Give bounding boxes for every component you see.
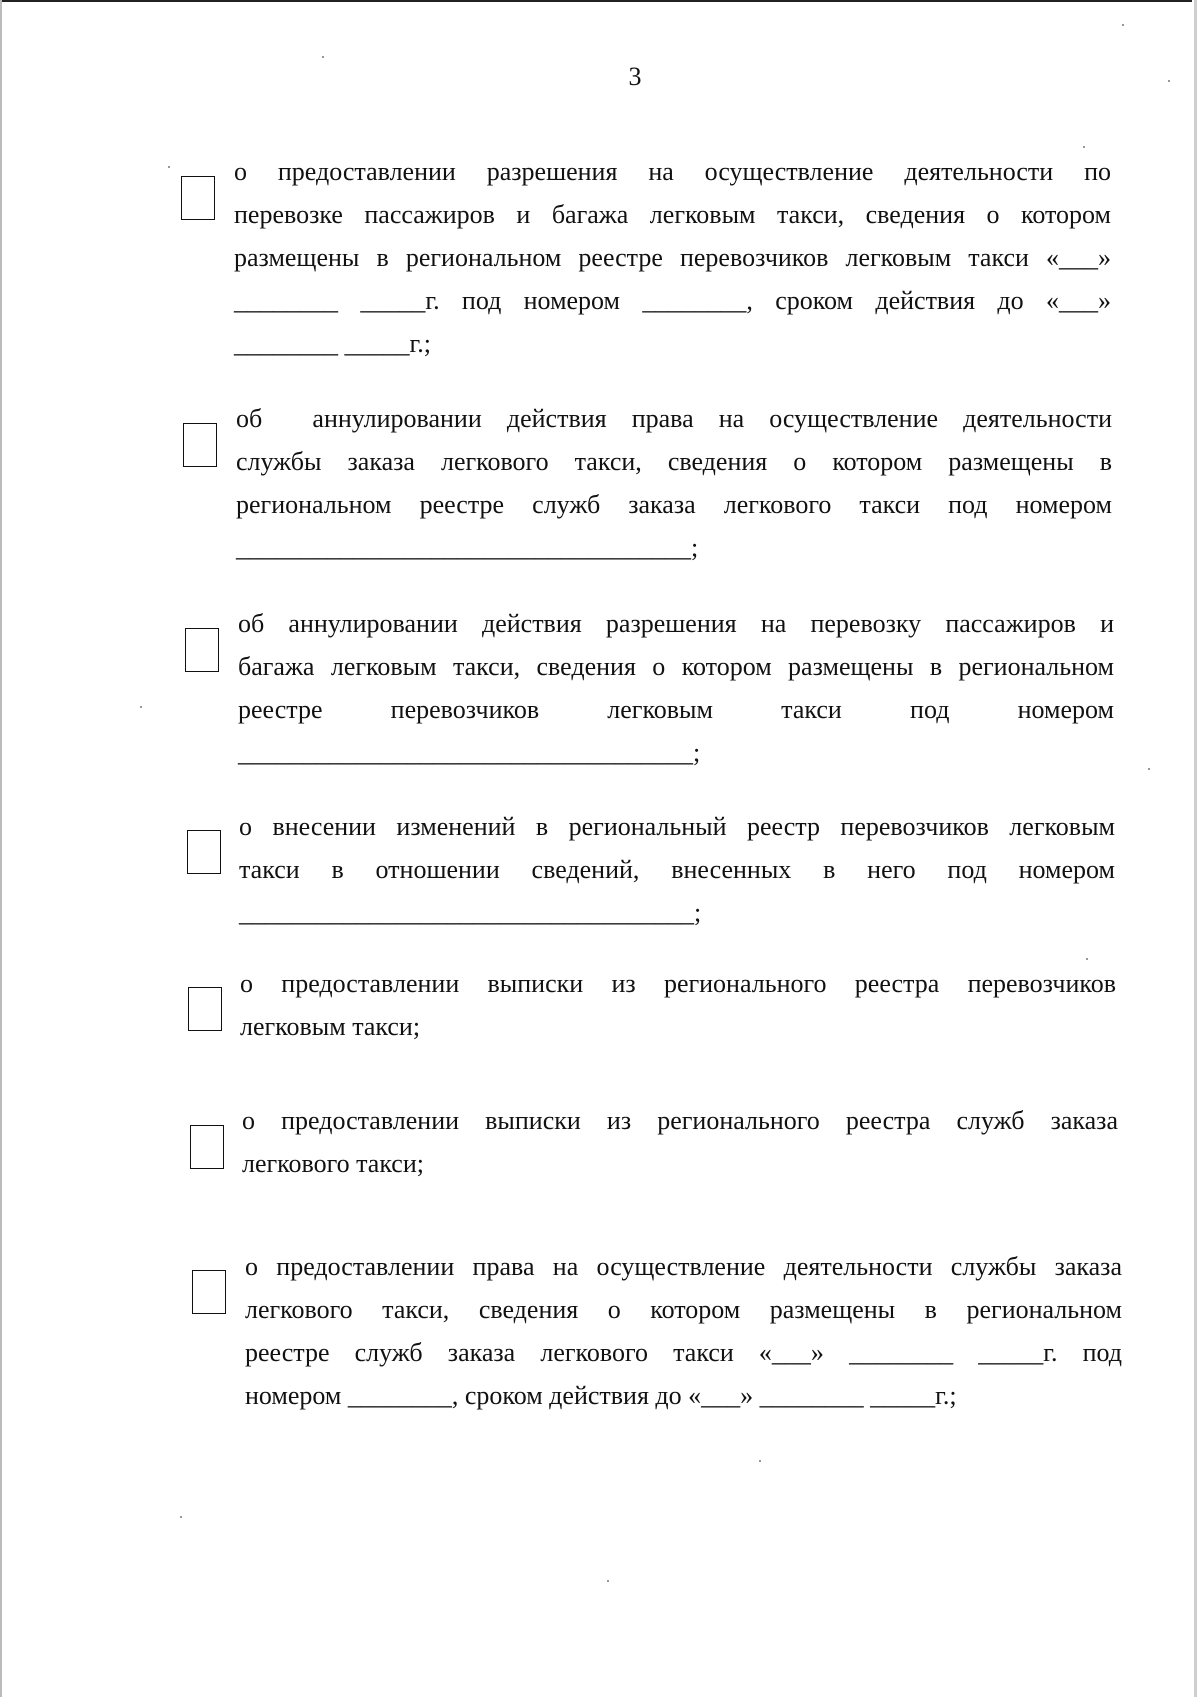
- checkbox-amend-carrier-registry[interactable]: [187, 830, 221, 874]
- item-line: реестре перевозчиков легковым такси под номером: [238, 695, 1114, 724]
- item-line: ________ _____г.;: [234, 329, 431, 358]
- scan-speck: [140, 706, 142, 708]
- item-line: службы заказа легкового такси, сведения о котором размещены в: [236, 447, 1112, 476]
- scan-speck: [1168, 80, 1170, 82]
- item-annul-dispatch-right: [236, 397, 1112, 569]
- checkbox-dispatch-registry-extract[interactable]: [190, 1125, 224, 1169]
- item-line: об аннулировании действия разрешения на перевозку пассажиров и: [238, 609, 1114, 638]
- item-amend-carrier-registry: [239, 805, 1115, 934]
- item-line: багажа легковым такси, сведения о котором размещены в региональном: [238, 652, 1114, 681]
- item-line: ___________________________________;: [236, 533, 699, 562]
- item-dispatch-right-issuance: [245, 1245, 1122, 1417]
- checkbox-dispatch-right-issuance[interactable]: [192, 1270, 226, 1314]
- item-line: о предоставлении выписки из регионального реестра служб заказа: [242, 1106, 1118, 1135]
- checkbox-annul-dispatch-right[interactable]: [183, 423, 217, 467]
- item-line: ___________________________________;: [239, 898, 702, 927]
- item-line: ___________________________________;: [238, 738, 701, 767]
- item-line: такси в отношении сведений, внесенных в него под номером: [239, 855, 1115, 884]
- scan-edge-left: [0, 0, 2, 1697]
- item-line: о предоставлении выписки из регионального реестра перевозчиков: [240, 969, 1116, 998]
- item-line: легковым такси;: [240, 1012, 421, 1041]
- scan-speck: [180, 1516, 182, 1518]
- item-line: размещены в региональном реестре перевозчиков легковым такси «___»: [234, 243, 1111, 272]
- item-line: ________ _____г. под номером ________, сроком действия до «___»: [234, 286, 1111, 315]
- item-line: о предоставлении разрешения на осуществление деятельности по: [234, 157, 1111, 186]
- item-carrier-registry-extract: [240, 962, 1116, 1048]
- item-line: легкового такси, сведения о котором размещены в региональном: [245, 1295, 1122, 1324]
- scan-speck: [1083, 146, 1085, 148]
- scan-speck: [607, 1580, 609, 1582]
- item-dispatch-registry-extract: [242, 1099, 1118, 1185]
- checkbox-permit-issuance[interactable]: [181, 176, 215, 220]
- item-permit-issuance: [234, 150, 1111, 365]
- scan-edge-top: [0, 0, 1192, 2]
- scan-speck: [1122, 24, 1124, 26]
- item-line: о внесении изменений в региональный реестр перевозчиков легковым: [239, 812, 1115, 841]
- item-line: реестре служб заказа легкового такси «___» ________ _____г. под: [245, 1338, 1122, 1367]
- scan-edge-right: [1194, 0, 1197, 1697]
- item-line: номером ________, сроком действия до «___» ________ _____г.;: [245, 1381, 957, 1410]
- scan-speck: [322, 56, 324, 58]
- item-annul-carrier-permit: [238, 602, 1114, 774]
- item-line: об аннулировании действия права на осуществление деятельности: [236, 404, 1112, 433]
- scan-speck: [1086, 958, 1088, 960]
- item-line: о предоставлении права на осуществление деятельности службы заказа: [245, 1252, 1122, 1281]
- scan-speck: [1148, 768, 1150, 770]
- scan-speck: [759, 1460, 761, 1462]
- checkbox-carrier-registry-extract[interactable]: [188, 987, 222, 1031]
- item-line: перевозке пассажиров и багажа легковым такси, сведения о котором: [234, 200, 1111, 229]
- checkbox-annul-carrier-permit[interactable]: [185, 628, 219, 672]
- scan-speck: [168, 166, 170, 168]
- item-line: легкового такси;: [242, 1149, 424, 1178]
- page-number: 3: [628, 62, 642, 91]
- item-line: региональном реестре служб заказа легкового такси под номером: [236, 490, 1112, 519]
